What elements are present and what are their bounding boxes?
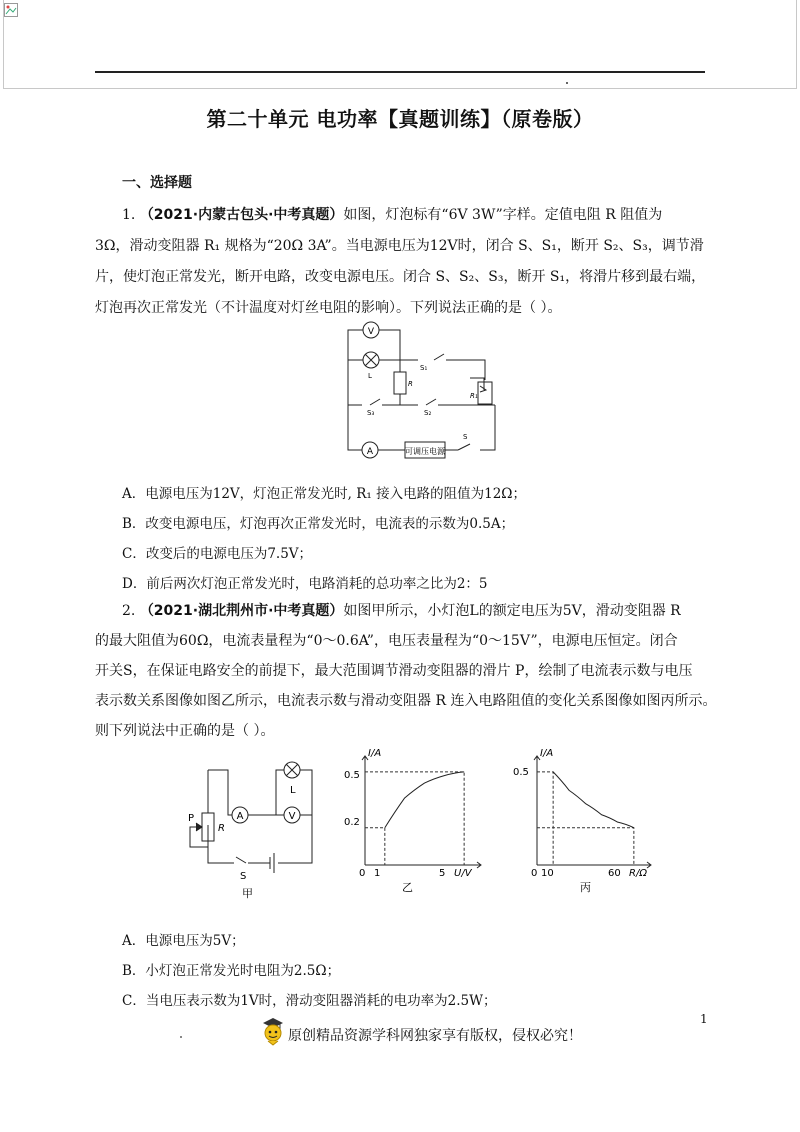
q1-first-line (122, 204, 662, 224)
yi-curve (385, 772, 464, 828)
q2-ammeter-label: A (236, 811, 244, 822)
q1-ammeter-label: A (366, 447, 374, 457)
q2-r-label: R (218, 823, 225, 834)
yi-xtick-1: 1 (374, 868, 381, 879)
q1-line-1: 如图，灯泡标有“6V 3W”字样。定值电阻 R 阻值为 (343, 207, 663, 223)
yi-ytick-0.2: 0.2 (344, 817, 360, 828)
page-number: 1 (700, 1012, 708, 1026)
page-title: 第二十单元 电功率【真题训练】（原卷版） (206, 107, 594, 131)
q1-s1-label: S₁ (420, 364, 428, 372)
yi-xtick-5: 5 (439, 868, 446, 879)
q2-option-a: A．电源电压为5V； (122, 933, 245, 949)
bing-xtick-0: 0 (531, 868, 538, 879)
q2-p-label: P (188, 813, 195, 824)
q1-option-a: A．电源电压为12V，灯泡正常发光时, R₁ 接入电路的阻值为12Ω； (122, 486, 526, 502)
q1-number: 1. (122, 207, 136, 223)
bing-curve (553, 772, 634, 828)
mascot-logo (260, 1016, 286, 1046)
q2-line-2: 的最大阻值为60Ω，电流表量程为“0～0.6A”，电压表量程为“0～15V”，电源电压恒定。闭合 (95, 633, 678, 649)
bing-xlabel: R/Ω (629, 868, 647, 879)
q2-line-5: 则下列说法中正确的是（ ）。 (95, 723, 275, 739)
q2-graph-bing (505, 745, 660, 895)
yi-guide-1 (365, 772, 464, 865)
q1-line-2: 3Ω，滑动变阻器 R₁ 规格为“20Ω 3A”。当电源电压为12V时，闭合 S、S₁，断开 S₂、S₃，调节滑 (95, 238, 704, 254)
header-rule (95, 71, 705, 73)
yi-xlabel: U/V (454, 868, 472, 879)
bing-guide-1 (537, 828, 634, 865)
q2-fig-yi-caption: 乙 (402, 881, 413, 894)
bing-ytick-0.5: 0.5 (513, 767, 529, 778)
q2-s-label: S (240, 871, 247, 882)
q1-s3-label: S₃ (367, 409, 375, 417)
q2-option-c: C．当电压表示数为1V时，滑动变阻器消耗的电功率为2.5W； (122, 993, 497, 1009)
q2-graph-yi (340, 745, 490, 895)
q1-lamp-label: L (368, 372, 372, 380)
yi-xtick-0: 0 (359, 868, 366, 879)
q2-line-1: 如图甲所示，小灯泡L的额定电压为5V，滑动变阻器 R (343, 603, 681, 619)
q1-r1-label: R₁ (470, 392, 478, 400)
q1-source: （2021·内蒙古包头·中考真题） (139, 207, 344, 223)
q2-lamp-label: L (290, 785, 296, 796)
q2-option-b: B．小灯泡正常发光时电阻为2.5Ω； (122, 963, 341, 979)
header-dot (566, 82, 568, 84)
q1-option-c: C．改变后的电源电压为7.5V； (122, 546, 313, 562)
q1-r-label: R (408, 380, 413, 388)
q1-supply-label: 可调压电源 (405, 447, 445, 456)
q1-option-b: B．改变电源电压，灯泡再次正常发光时，电流表的示数为0.5A； (122, 516, 515, 532)
q1-s-label: S (463, 433, 468, 441)
header-frame (3, 0, 797, 89)
q2-line-3: 开关S，在保证电路安全的前提下，最大范围调节滑动变阻器的滑片 P，绘制了电流表示数与电压 (95, 663, 693, 679)
q2-line-4: 表示数关系图像如图乙所示，电流表示数与滑动变阻器 R 连入电路阻值的变化关系图像如图丙所示。 (95, 693, 717, 709)
broken-image-icon (4, 3, 18, 17)
q2-first-line (122, 600, 681, 620)
q2-source: （2021·湖北荆州市·中考真题） (139, 603, 344, 619)
yi-guide-0 (365, 828, 385, 865)
q2-fig-jia-caption: 甲 (242, 887, 253, 900)
section-heading: 一、选择题 (122, 175, 192, 191)
bing-xtick-10: 10 (541, 868, 554, 879)
yi-ylabel: I/A (368, 748, 382, 759)
q1-voltmeter-label: V (367, 327, 375, 337)
q1-line-3: 片，使灯泡正常发光，断开电路，改变电源电压。闭合 S、S₂、S₃，断开 S₁，将滑片移到最右端， (95, 269, 706, 285)
copyright-notice: 原创精品资源学科网独家享有版权，侵权必究！ (288, 1028, 582, 1044)
q2-fig-bing-caption: 丙 (580, 881, 591, 894)
footer-dot (180, 1036, 182, 1038)
q1-line-4: 灯泡再次正常发光（不计温度对灯丝电阻的影响）。下列说法正确的是（ ）。 (95, 300, 562, 316)
q2-number: 2. (122, 603, 136, 619)
q1-circuit-diagram (320, 320, 510, 460)
q2-voltmeter-label: V (288, 811, 296, 822)
q1-s2-label: S₂ (424, 409, 432, 417)
q2-circuit-jia (180, 755, 330, 900)
bing-xtick-60: 60 (608, 868, 621, 879)
q1-option-d: D．前后两次灯泡正常发光时，电路消耗的总功率之比为2：5 (122, 576, 488, 592)
bing-guide-0 (537, 772, 553, 865)
yi-ytick-0.5: 0.5 (344, 770, 360, 781)
bing-ylabel: I/A (540, 748, 554, 759)
